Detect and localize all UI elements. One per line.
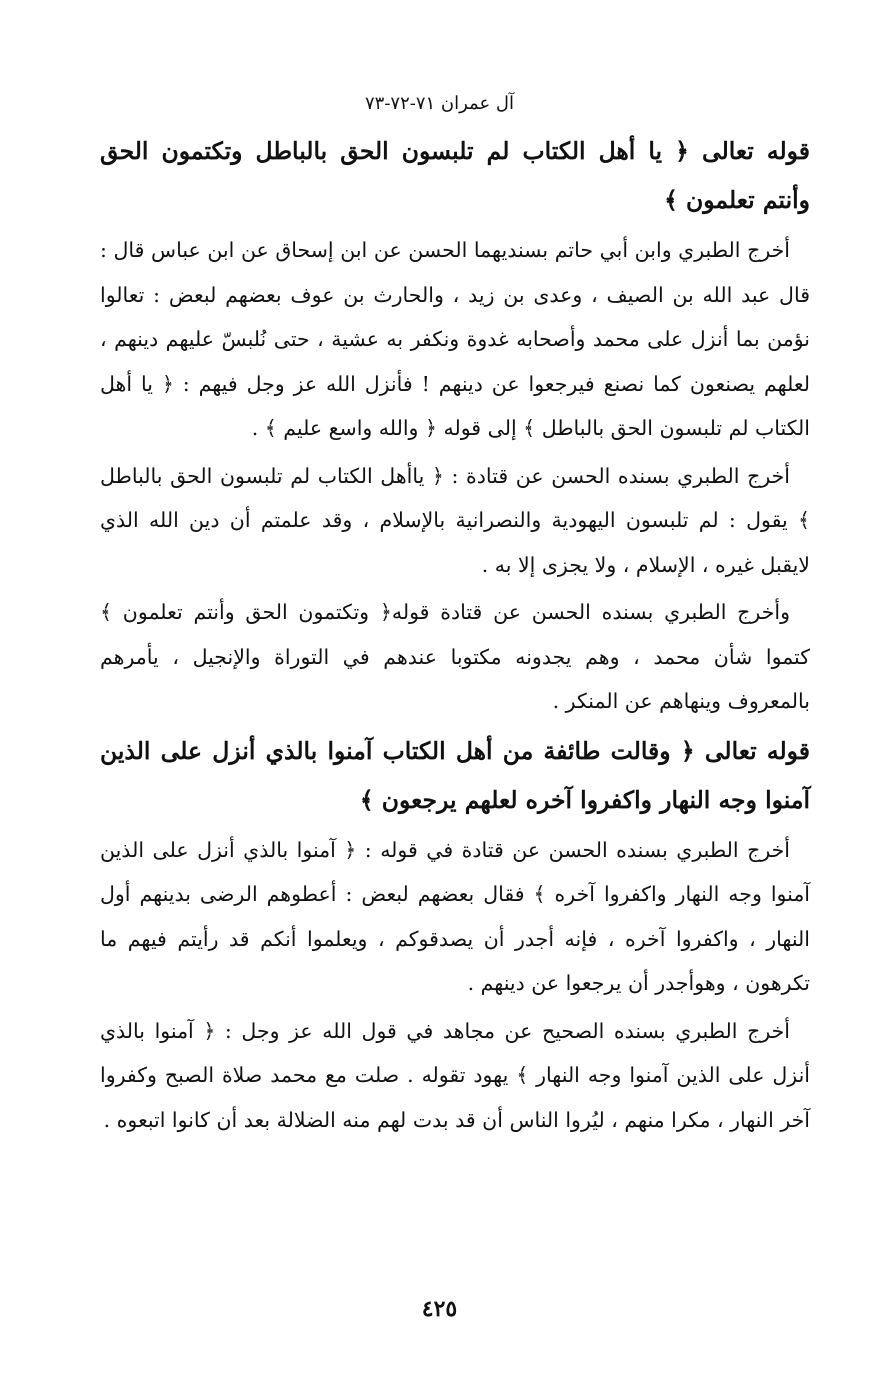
paragraph: أخرج الطبري بسنده الحسن عن قتادة : ﴿ ياأهل الكتاب لم تلبسون الحق بالباطل ﴾ يقول : لم تلبسون اليهودية والنصرانية بالإسلام ، وقد علمتم أن دين الله الذي لايقبل غيره ، الإسلام ، ولا يجزى إلا به . bbox=[100, 463, 810, 577]
paragraph: أخرج الطبري بسنده الحسن عن قتادة في قوله : ﴿ آمنوا بالذي أنزل على الذين آمنوا وجه النهار واكفروا آخره ﴾ فقال بعضهم لبعض : أعطوهم الرضى بدينهم أول النهار ، واكفروا آخره ، فإنه أجدر أن يصدقوكم ، ويعلموا أنكم قد رأيتم فيهم ما تكرهون ، وهوأجدر أن يرجعوا عن دينهم . bbox=[100, 837, 810, 995]
paragraph: أخرج الطبري بسنده الصحيح عن مجاهد في قول الله عز وجل : ﴿ آمنوا بالذي أنزل على الذين آمنوا وجه النهار ﴾ يهود تقوله . صلت مع محمد صلاة الصبح وكفروا آخر النهار ، مكرا منهم ، ليُروا الناس أن قد بدت لهم منه الضلالة بعد أن كانوا اتبعوه . bbox=[100, 1018, 810, 1132]
page-number: ٤٢٥ bbox=[421, 1296, 458, 1322]
running-header: آل عمران ٧١-٧٢-٧٣ bbox=[364, 93, 515, 114]
page-body bbox=[100, 127, 810, 1145]
verse-heading: قوله تعالى ﴿ يا أهل الكتاب لم تلبسون الحق بالباطل وتكتمون الحق وأنتم تعلمون ﴾ bbox=[100, 137, 810, 214]
section-verse-71 bbox=[100, 127, 810, 724]
verse-heading: قوله تعالى ﴿ وقالت طائفة من أهل الكتاب آمنوا بالذي أنزل على الذين آمنوا وجه النهار واكفروا آخره لعلهم يرجعون ﴾ bbox=[100, 736, 810, 814]
paragraph: أخرج الطبري وابن أبي حاتم بسنديهما الحسن عن ابن إسحاق عن ابن عباس قال : قال عبد الله بن الصيف ، وعدى بن زيد ، والحارث بن عوف بعضهم لبعض : تعالوا نؤمن بما أنزل على محمد وأصحابه غدوة ونكفر به عشية ، حتى نُلبسّ عليهم دينهم ، لعلهم يصنعون كما نصنع فيرجعوا عن دينهم ! فأنزل الله عز وجل فيهم : ﴿ يا أهل الكتاب لم تلبسون الحق بالباطل ﴾ إلى قوله ﴿ والله واسع عليم ﴾ . bbox=[100, 238, 810, 440]
section-verse-72 bbox=[100, 727, 810, 1143]
paragraph: وأخرج الطبري بسنده الحسن عن قتادة قوله﴿ وتكتمون الحق وأنتم تعلمون ﴾ كتموا شأن محمد ، وهم يجدونه مكتوبا عندهم في التوراة والإنجيل ، يأمرهم بالمعروف وينهاهم عن المنكر . bbox=[100, 600, 810, 713]
